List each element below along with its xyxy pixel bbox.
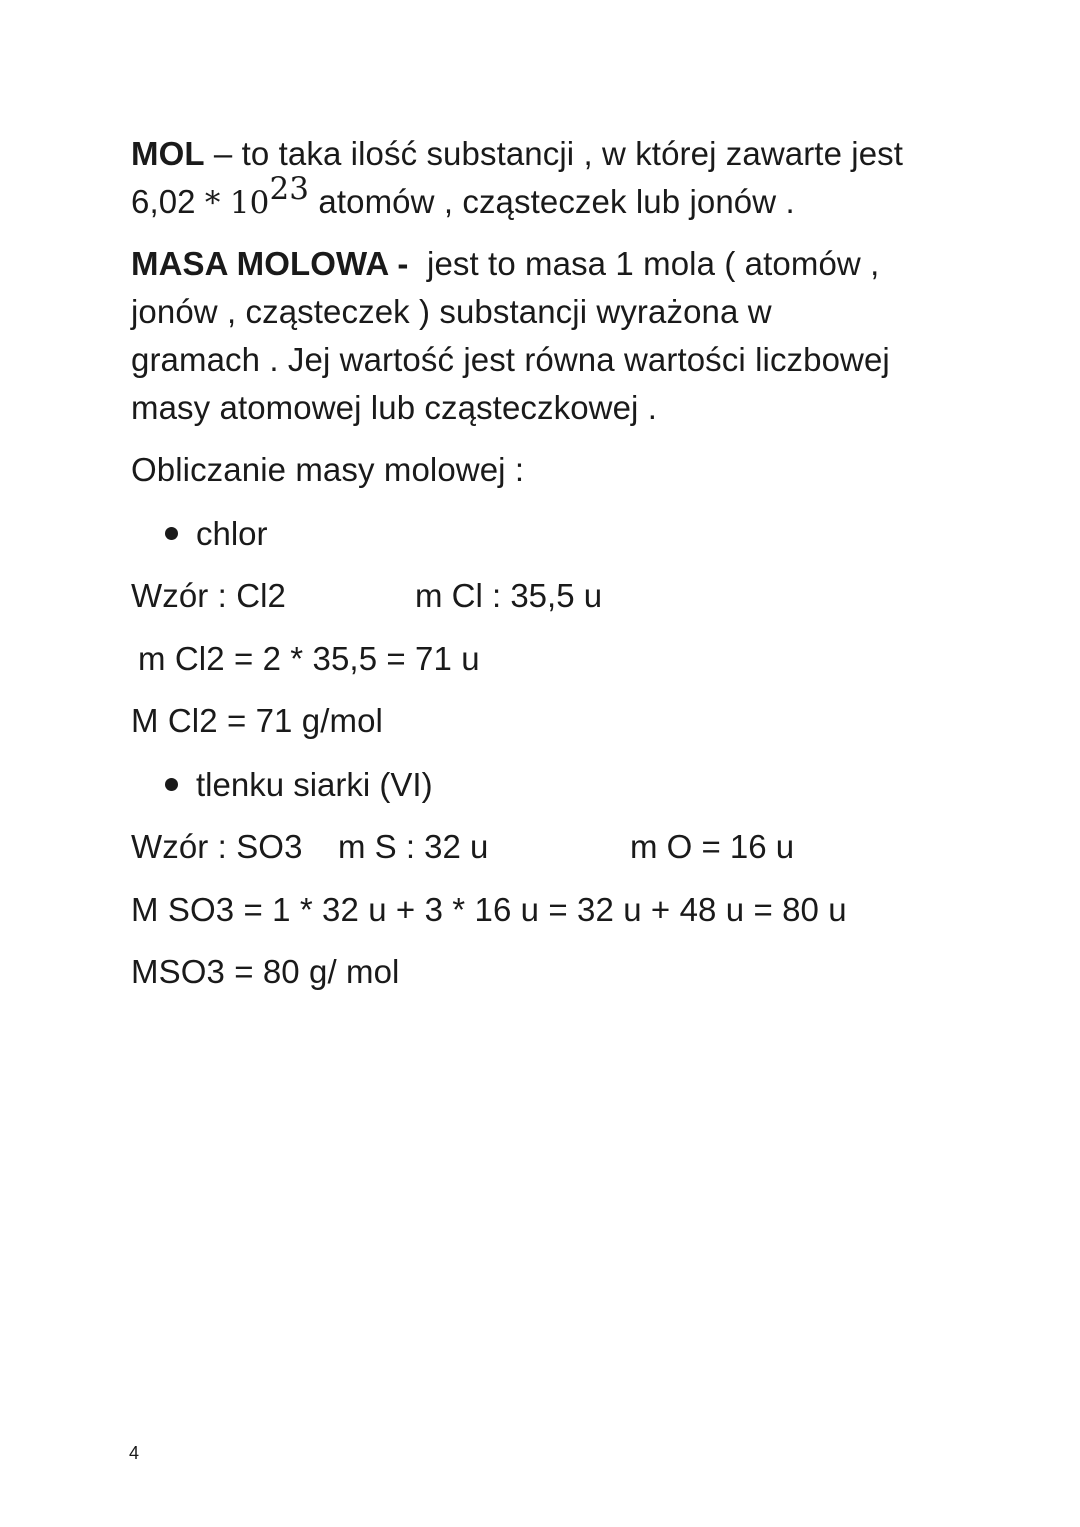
sulfur-calculation: M SO3 = 1 * 32 u + 3 * 16 u = 32 u + 48 u = 80 u	[131, 891, 847, 928]
mol-definition-line-1	[131, 130, 903, 178]
bullet-chlorine	[165, 510, 268, 558]
sulfur-mass-s: m S : 32 u	[338, 828, 489, 865]
power-exponent: 23	[269, 171, 310, 207]
bullet-chlorine-label: chlor	[196, 515, 268, 552]
molar-mass-line-2: jonów , cząsteczek ) substancji wyrażona w	[131, 293, 772, 330]
chlorine-formula: Wzór : Cl2	[131, 577, 287, 614]
bullet-dot-icon	[165, 527, 178, 540]
chlorine-molecule-mass: m Cl2 = 2 * 35,5 = 71 u	[138, 640, 480, 677]
chlorine-atomic-mass: m Cl : 35,5 u	[415, 577, 603, 614]
molar-mass-text-1: jest to masa 1 mola ( atomów ,	[427, 245, 880, 282]
molar-mass-line-4: masy atomowej lub cząsteczkowej .	[131, 389, 657, 426]
times-symbol: *	[204, 185, 221, 221]
calc-heading: Obliczanie masy molowej :	[131, 451, 525, 488]
molar-mass-line-1	[131, 240, 879, 288]
avogadro-number: 6,02	[131, 183, 196, 220]
sulfur-formula: Wzór : SO3	[131, 828, 303, 865]
mol-definition-line-2	[131, 171, 795, 227]
power-base: 10	[229, 185, 270, 221]
page-number: 4	[129, 1443, 140, 1463]
molar-mass-term: MASA MOLOWA -	[131, 245, 409, 282]
bullet-sulfur-oxide-label: tlenku siarki (VI)	[196, 766, 433, 803]
molar-mass-line-3: gramach . Jej wartość jest równa wartości liczbowej	[131, 341, 890, 378]
mol-dash: –	[213, 135, 233, 172]
chlorine-molar-mass: M Cl2 = 71 g/mol	[131, 702, 383, 739]
mol-term: MOL	[131, 135, 205, 172]
mol-definition-text-1: to taka ilość substancji , w której zawarte jest	[241, 135, 904, 172]
sulfur-mass-o: m O = 16 u	[630, 828, 795, 865]
bullet-sulfur-oxide	[165, 761, 433, 809]
bullet-dot-icon	[165, 778, 178, 791]
sulfur-molar-mass: MSO3 = 80 g/ mol	[131, 953, 400, 990]
mol-definition-text-2: atomów , cząsteczek lub jonów .	[318, 183, 795, 220]
